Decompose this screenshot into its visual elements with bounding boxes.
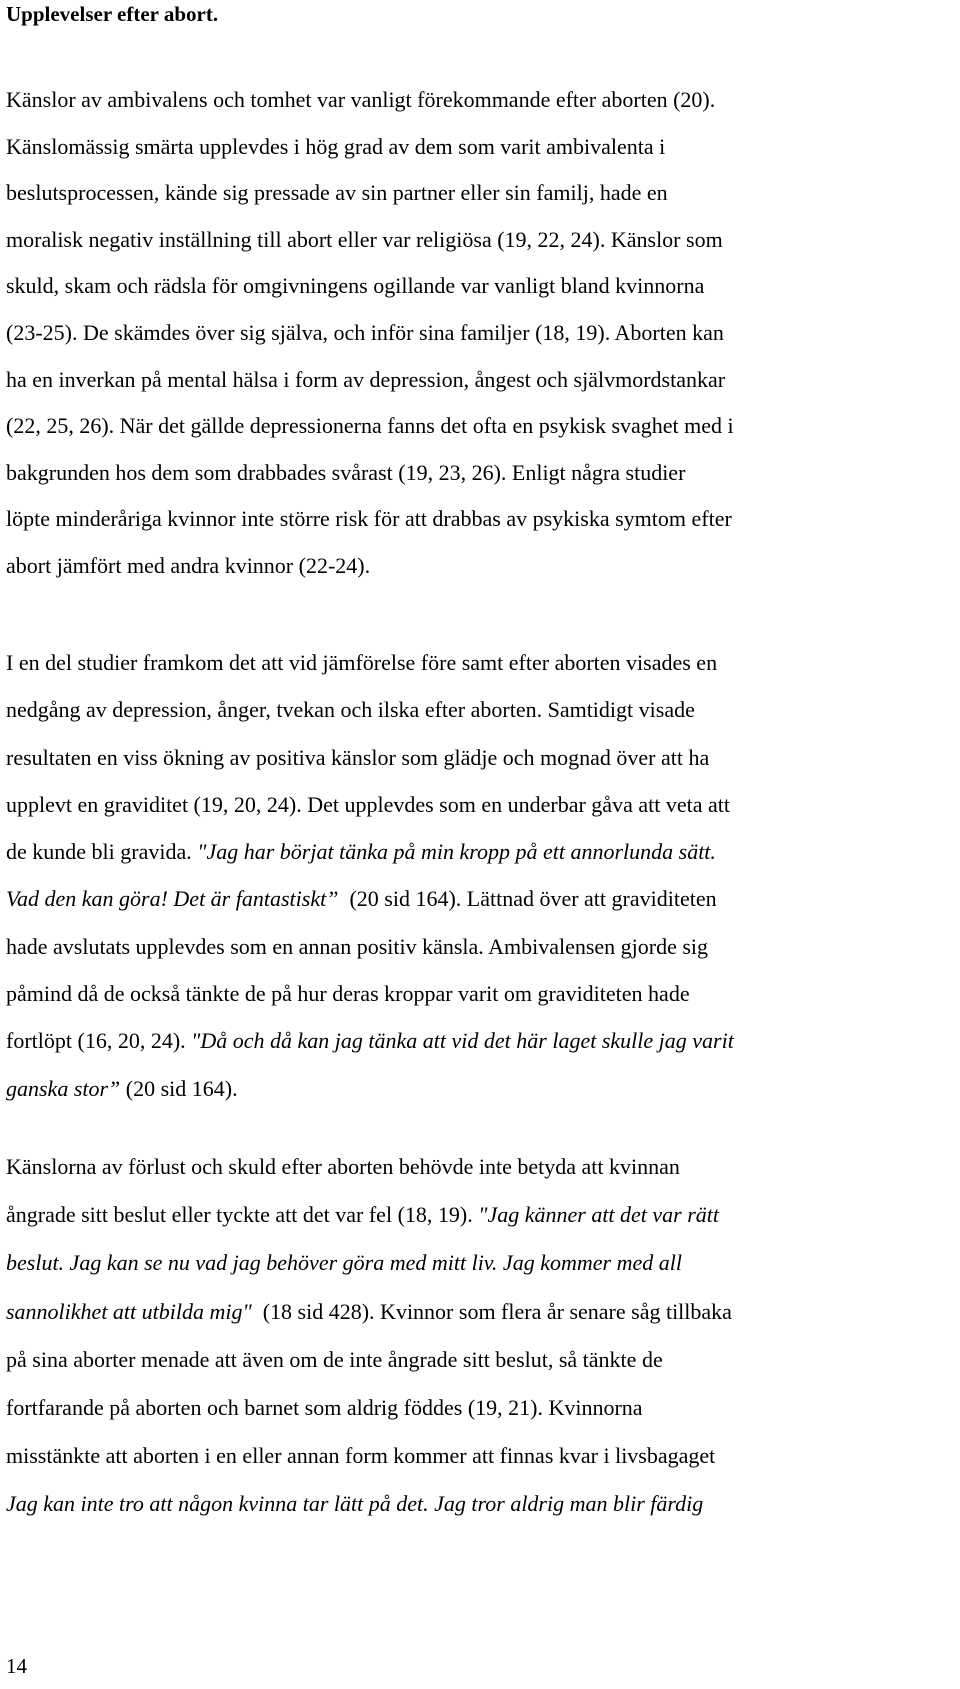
body-text: skuld, skam och rädsla för omgivningens ogillande var vanligt bland kvinnorna <box>6 273 705 299</box>
body-text: Känslorna av förlust och skuld efter aborten behövde inte betyda att kvinnan <box>6 1154 680 1179</box>
text-line <box>6 1239 732 1287</box>
body-text: (18 sid 428). Kvinnor som flera år senare såg tillbaka <box>251 1298 732 1324</box>
text-line <box>6 686 734 733</box>
text-line <box>6 543 734 590</box>
body-text: på sina aborter menade att även om de inte ångrade sitt beslut, så tänkte de <box>6 1346 663 1372</box>
text-line <box>6 1288 732 1336</box>
text-line <box>6 450 734 497</box>
quote-text: "Jag känner att det var rätt <box>478 1202 720 1228</box>
body-text: fortfarande på aborten och barnet som aldrig föddes (19, 21). Kvinnorna <box>6 1394 643 1420</box>
body-text: nedgång av depression, ånger, tvekan och ilska efter aborten. Samtidigt visade <box>6 697 695 723</box>
text-line <box>6 1191 732 1239</box>
body-text: ångrade sitt beslut eller tyckte att det var fel (18, 19). <box>6 1202 479 1228</box>
text-line <box>6 734 734 781</box>
body-text: (22, 25, 26). När det gällde depressionerna fanns det ofta en psykisk svaghet med i <box>6 413 734 439</box>
text-line <box>6 1336 732 1384</box>
body-text: hade avslutats upplevdes som en annan positiv känsla. Ambivalensen gjorde sig <box>6 933 709 959</box>
page-number: 14 <box>6 1654 27 1678</box>
quote-text: sannolikhet att utbilda mig" <box>6 1298 252 1324</box>
text-line <box>6 124 734 171</box>
body-text: påmind då de också tänkte de på hur deras kroppar varit om graviditeten hade <box>6 981 690 1007</box>
body-text: I en del studier framkom det att vid jämförelse före samt efter aborten visades en <box>6 650 718 675</box>
text-line <box>6 1017 734 1064</box>
quote-text: "Då och då kan jag tänka att vid det här laget skulle jag varit <box>191 1028 734 1054</box>
text-line <box>6 1384 732 1432</box>
text-line <box>6 403 734 450</box>
quote-text: "Jag har börjat tänka på min kropp på ett annorlunda sätt. <box>197 839 716 865</box>
body-text: misstänkte att aborten i en eller annan form kommer att finnas kvar i livsbagaget <box>6 1443 716 1469</box>
quote-text: Vad den kan göra! Det är fantastiskt” <box>6 886 339 912</box>
text-line <box>6 970 734 1017</box>
text-line <box>6 357 734 404</box>
text-line <box>6 77 734 124</box>
section-heading: Upplevelser efter abort. <box>6 2 219 26</box>
body-text: (23-25). De skämdes över sig själva, och inför sina familjer (18, 19). Aborten kan <box>6 319 724 345</box>
quote-text: beslut. Jag kan se nu vad jag behöver göra med mitt liv. Jag kommer med all <box>6 1250 682 1276</box>
text-line <box>6 310 734 357</box>
text-line <box>6 170 734 217</box>
text-line <box>6 217 734 264</box>
body-text: Känslomässig smärta upplevdes i hög grad av dem som varit ambivalenta i <box>6 133 666 159</box>
body-text: löpte minderåriga kvinnor inte större risk för att drabbas av psykiska symtom efter <box>6 506 732 532</box>
body-text: bakgrunden hos dem som drabbades svårast (19, 23, 26). Enligt några studier <box>6 459 686 485</box>
text-line <box>6 496 734 543</box>
body-text: fortlöpt (16, 20, 24). <box>6 1028 192 1054</box>
body-text: Känslor av ambivalens och tomhet var vanligt förekommande efter aborten (20). <box>6 87 716 112</box>
text-line <box>6 263 734 310</box>
text-line <box>6 639 734 686</box>
body-text: de kunde bli gravida. <box>6 839 198 865</box>
text-line <box>6 1432 732 1480</box>
text-line <box>6 828 734 875</box>
body-text: (20 sid 164). <box>120 1075 238 1101</box>
body-text: beslutsprocessen, kände sig pressade av sin partner eller sin familj, hade en <box>6 180 668 206</box>
body-text: ha en inverkan på mental hälsa i form av depression, ångest och självmordstankar <box>6 366 726 392</box>
text-line <box>6 1480 732 1528</box>
text-line <box>6 1065 734 1112</box>
paragraph-loss-guilt <box>6 1143 732 1529</box>
body-text: resultaten en viss ökning av positiva känslor som glädje och mognad över att ha <box>6 744 710 770</box>
paragraph-comparison <box>6 639 734 1112</box>
body-text: upplevt en graviditet (19, 20, 24). Det upplevdes som en underbar gåva att veta att <box>6 791 730 817</box>
text-line <box>6 875 734 922</box>
text-line <box>6 781 734 828</box>
text-line <box>6 1143 732 1191</box>
quote-text: Jag kan inte tro att någon kvinna tar lätt på det. Jag tror aldrig man blir färdig <box>6 1491 704 1517</box>
paragraph-feelings <box>6 77 734 590</box>
quote-text: ganska stor” <box>6 1075 121 1101</box>
text-line <box>6 923 734 970</box>
body-text: moralisk negativ inställning till abort eller var religiösa (19, 22, 24). Känslor som <box>6 226 723 252</box>
body-text: (20 sid 164). Lättnad över att graviditeten <box>338 886 717 912</box>
body-text: abort jämfört med andra kvinnor (22-24). <box>6 552 371 578</box>
